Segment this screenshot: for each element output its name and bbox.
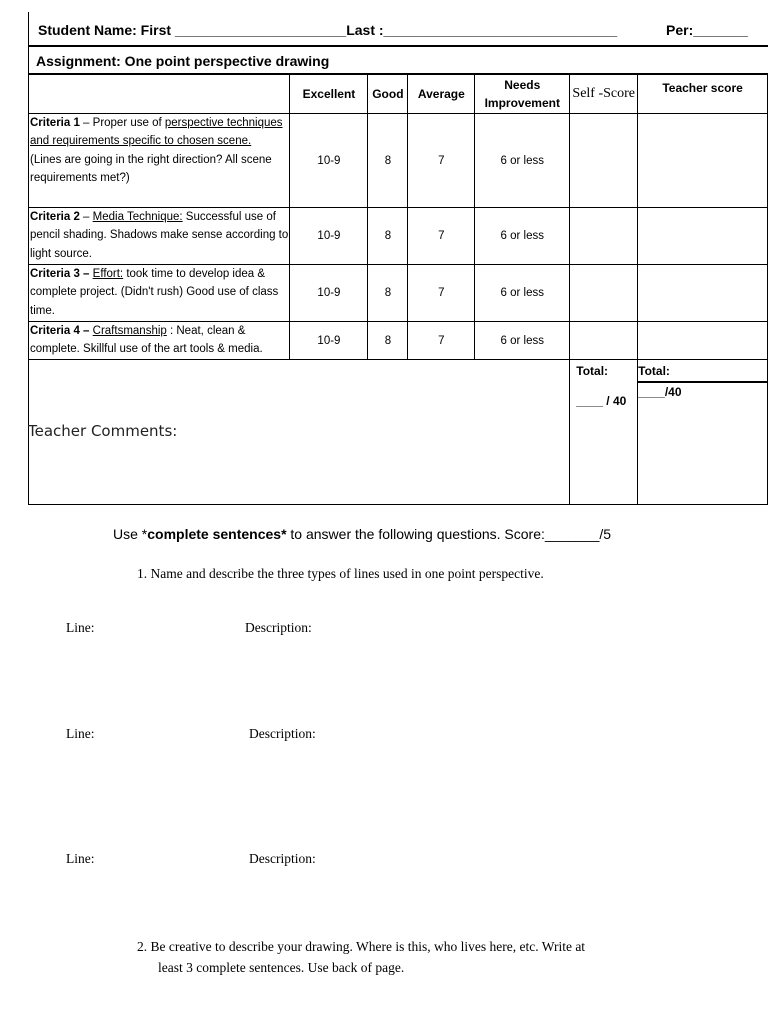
rubric-table xyxy=(28,74,768,505)
criteria-1-cell: Criteria 1 – Proper use of perspective techniques and requirements specific to chosen scene. (Lines are going in the right direction? All scene requirements met?) xyxy=(29,114,290,208)
score-excellent: 10-9 xyxy=(290,265,368,322)
instructions: Use *complete sentences* to answer the following questions. Score:_______/5 xyxy=(113,526,612,542)
score-average: 7 xyxy=(408,322,475,360)
self-score-cell[interactable] xyxy=(570,208,638,265)
score-average: 7 xyxy=(408,265,475,322)
teacher-total-value: ____/40 xyxy=(638,385,682,399)
line-label-1: Line: xyxy=(66,620,95,635)
self-score-cell[interactable] xyxy=(570,265,638,322)
description-label-3: Description: xyxy=(249,851,316,866)
question-1: 1. Name and describe the three types of lines used in one point perspective. xyxy=(137,566,544,581)
col-needs-improvement: Needs Improvement xyxy=(475,75,570,114)
teacher-comments-label: Teacher Comments: xyxy=(28,422,178,440)
score-good: 8 xyxy=(368,208,408,265)
question-2-line-2: least 3 complete sentences. Use back of page. xyxy=(158,960,405,975)
score-excellent: 10-9 xyxy=(290,322,368,360)
col-teacher-score: Teacher score xyxy=(638,75,768,114)
line-label-3: Line: xyxy=(66,851,95,866)
period-field[interactable]: Per:_______ xyxy=(666,22,748,38)
rubric-header-row xyxy=(29,75,768,114)
teacher-score-cell[interactable] xyxy=(638,322,768,360)
criteria-2-cell: Criteria 2 – Media Technique: Successful use of pencil shading. Shadows make sense according to light source. xyxy=(29,208,290,265)
score-needs-improvement: 6 or less xyxy=(475,265,570,322)
assignment-title: Assignment: One point perspective drawing xyxy=(36,53,330,69)
score-average: 7 xyxy=(408,114,475,208)
score-good: 8 xyxy=(368,265,408,322)
score-excellent: 10-9 xyxy=(290,208,368,265)
question-2-line-1: 2. Be creative to describe your drawing. Where is this, who lives here, etc. Write at xyxy=(137,939,586,954)
table-row xyxy=(29,265,768,322)
self-score-cell[interactable] xyxy=(570,114,638,208)
self-score-cell[interactable] xyxy=(570,322,638,360)
table-row xyxy=(29,322,768,360)
self-total-label: Total: xyxy=(576,364,609,378)
teacher-total-cell[interactable] xyxy=(638,360,768,505)
score-needs-improvement: 6 or less xyxy=(475,208,570,265)
assignment-title-box xyxy=(28,46,768,74)
description-label-2: Description: xyxy=(249,726,316,741)
teacher-score-cell[interactable] xyxy=(638,265,768,322)
criteria-header-cell xyxy=(29,75,290,114)
col-good: Good xyxy=(368,75,408,114)
teacher-total-label: Total: xyxy=(638,360,767,383)
col-average: Average xyxy=(408,75,475,114)
score-good: 8 xyxy=(368,114,408,208)
self-total-value: ____ / 40 xyxy=(576,394,627,408)
score-needs-improvement: 6 or less xyxy=(475,322,570,360)
teacher-score-cell[interactable] xyxy=(638,114,768,208)
col-self-score: Self -Score xyxy=(570,75,638,114)
description-label-1: Description: xyxy=(245,620,312,635)
self-total-cell[interactable] xyxy=(570,360,638,505)
score-average: 7 xyxy=(408,208,475,265)
score-good: 8 xyxy=(368,322,408,360)
student-info-header xyxy=(28,12,768,46)
score-excellent: 10-9 xyxy=(290,114,368,208)
col-excellent: Excellent xyxy=(290,75,368,114)
criteria-3-cell: Criteria 3 – Effort: took time to develop idea & complete project. (Didn't rush) Good use of class time. xyxy=(29,265,290,322)
table-row xyxy=(29,114,768,208)
score-needs-improvement: 6 or less xyxy=(475,114,570,208)
table-row xyxy=(29,208,768,265)
criteria-4-cell: Criteria 4 – Craftsmanship : Neat, clean & complete. Skillful use of the art tools & media. xyxy=(29,322,290,360)
student-name-field[interactable]: Student Name: First ______________________Last :______________________________ xyxy=(38,22,618,38)
teacher-score-cell[interactable] xyxy=(638,208,768,265)
line-label-2: Line: xyxy=(66,726,95,741)
